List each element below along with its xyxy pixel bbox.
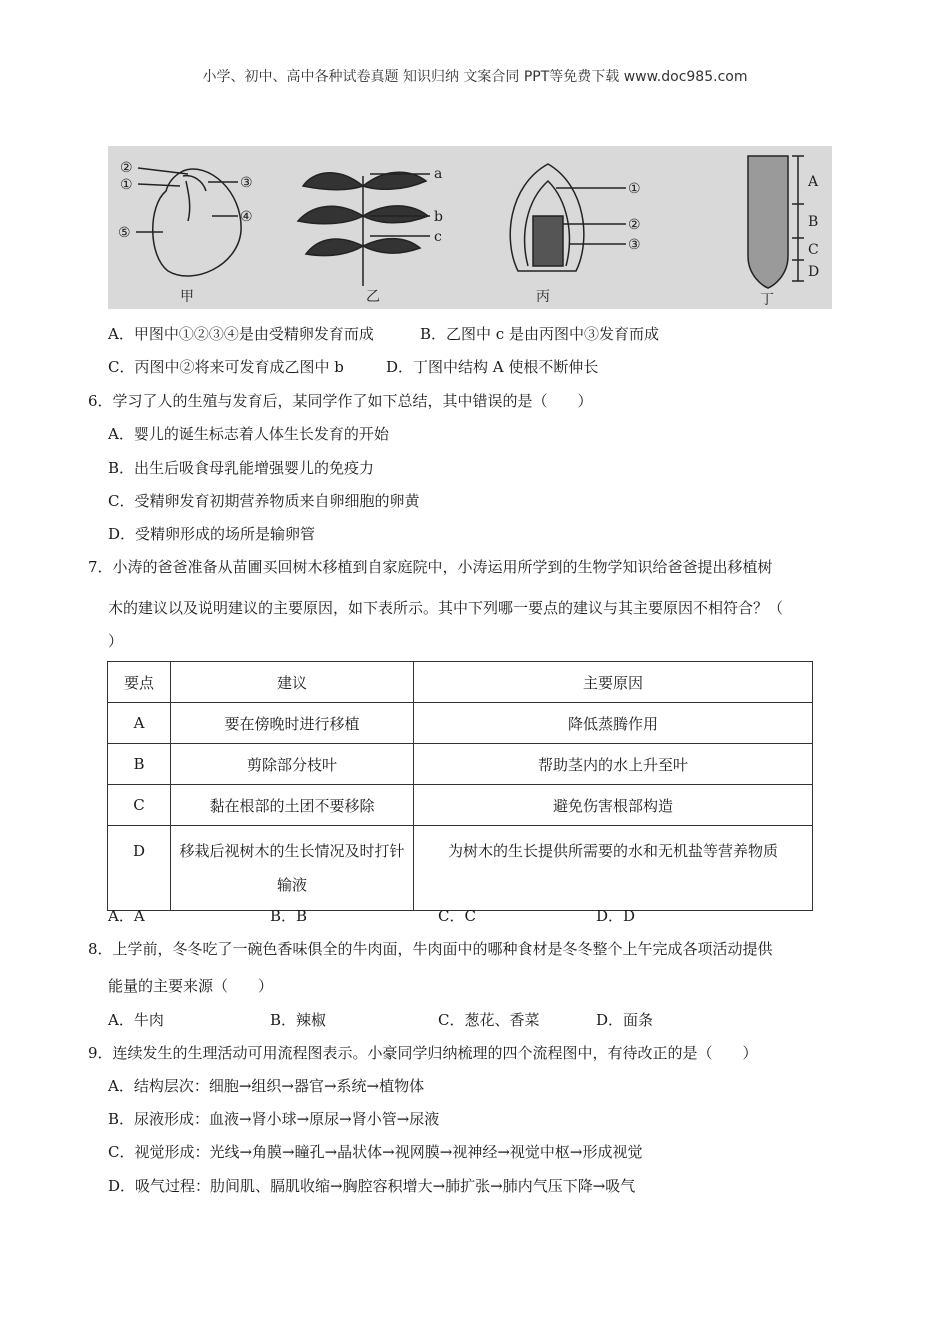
figure-drawing: [108, 146, 832, 309]
q7-option-a: A．A: [108, 907, 145, 925]
table-header-row: [108, 662, 813, 703]
ding-mark-d: D: [808, 264, 820, 280]
label-bing: 丙: [536, 289, 550, 305]
yi-mark-b: b: [434, 209, 443, 225]
jia-mark-2: ②: [120, 160, 133, 176]
q6-option-b: B．出生后吸食母乳能增强婴儿的免疫力: [108, 459, 375, 477]
table-header-cell: 要点: [108, 662, 171, 703]
q8-option-d: D．面条: [596, 1011, 654, 1029]
table-row: [108, 703, 813, 744]
bing-mark-3: ③: [628, 237, 641, 253]
table-row: [108, 785, 813, 826]
bing-mark-1: ①: [628, 181, 641, 197]
table-cell: 为树木的生长提供所需要的水和无机盐等营养物质: [414, 826, 813, 911]
q9-option-b: B．尿液形成：血液→肾小球→原尿→肾小管→尿液: [108, 1110, 440, 1128]
seedling-diagram: [298, 172, 430, 286]
table-header-cell: 建议: [171, 662, 414, 703]
q6-option-a: A．婴儿的诞生标志着人体生长发育的开始: [108, 425, 389, 443]
q7-table: [107, 661, 813, 911]
table-row: [108, 744, 813, 785]
label-yi: 乙: [366, 289, 380, 305]
bud-diagram: [510, 164, 626, 271]
q5-option-b: B．乙图中 c 是由丙图中③发育而成: [420, 325, 659, 343]
q8-option-c: C．葱花、香菜: [438, 1011, 540, 1029]
table-cell: 剪除部分枝叶: [171, 744, 414, 785]
q9-option-c: C．视觉形成：光线→角膜→瞳孔→晶状体→视网膜→视神经→视觉中枢→形成视觉: [108, 1143, 643, 1161]
q7-option-c: C．C: [438, 907, 476, 925]
q6-option-d: D．受精卵形成的场所是输卵管: [108, 525, 316, 543]
page-header: 小学、初中、高中各种试卷真题 知识归纳 文案合同 PPT等免费下载 www.doc985.com: [202, 69, 748, 85]
table-row: [108, 826, 813, 911]
q9-stem: 9．连续发生的生理活动可用流程图表示。小豪同学归纳梳理的四个流程图中，有待改正的是（ ）: [88, 1044, 758, 1062]
table-cell: 移栽后视树木的生长情况及时打针输液: [171, 826, 414, 911]
jia-mark-4: ④: [240, 209, 253, 225]
q5-option-d: D．丁图中结构 A 使根不断伸长: [386, 358, 599, 376]
q5-option-c: C．丙图中②将来可发育成乙图中 b: [108, 358, 344, 376]
q7-option-d: D．D: [596, 907, 636, 925]
table-cell: A: [108, 703, 171, 744]
ding-mark-c: C: [808, 242, 819, 258]
jia-mark-5: ⑤: [118, 225, 131, 241]
table-cell: C: [108, 785, 171, 826]
table-header-cell: 主要原因: [414, 662, 813, 703]
q7-stem-line2: 木的建议以及说明建议的主要原因，如下表所示。其中下列哪一要点的建议与其主要原因不相符合？（: [108, 599, 784, 617]
label-jia: 甲: [180, 289, 194, 305]
label-ding: 丁: [760, 292, 774, 308]
table-cell: 要在傍晚时进行移植: [171, 703, 414, 744]
jia-mark-1: ①: [120, 177, 133, 193]
ding-mark-b: B: [808, 214, 819, 230]
table-cell: D: [108, 826, 171, 911]
yi-mark-a: a: [434, 166, 443, 182]
q8-stem-line1: 8．上学前，冬冬吃了一碗色香味俱全的牛肉面，牛肉面中的哪种食材是冬冬整个上午完成各项活动提供: [88, 940, 773, 958]
table-cell: 降低蒸腾作用: [414, 703, 813, 744]
yi-mark-c: c: [434, 229, 442, 245]
biology-figure: [108, 146, 832, 309]
q9-option-d: D．吸气过程：肋间肌、膈肌收缩→胸腔容积增大→肺扩张→肺内气压下降→吸气: [108, 1177, 636, 1195]
q6-option-c: C．受精卵发育初期营养物质来自卵细胞的卵黄: [108, 492, 420, 510]
jia-mark-3: ③: [240, 175, 253, 191]
q5-option-a: A．甲图中①②③④是由受精卵发育而成: [108, 325, 374, 343]
ding-mark-a: A: [808, 174, 819, 190]
bing-mark-2: ②: [628, 217, 641, 233]
table-cell: B: [108, 744, 171, 785]
q8-option-a: A．牛肉: [108, 1011, 164, 1029]
q8-stem-line2: 能量的主要来源（ ）: [108, 977, 274, 995]
q7-option-b: B．B: [270, 907, 308, 925]
q6-stem: 6．学习了人的生殖与发育后，某同学作了如下总结，其中错误的是（ ）: [88, 392, 593, 410]
q7-stem-line1: 7．小涛的爸爸准备从苗圃买回树木移植到自家庭院中，小涛运用所学到的生物学知识给爸爸提出移植树: [88, 558, 773, 576]
table-cell: 黏在根部的土团不要移除: [171, 785, 414, 826]
q9-option-a: A．结构层次：细胞→组织→器官→系统→植物体: [108, 1077, 425, 1095]
seed-diagram: [136, 168, 241, 276]
q8-option-b: B．辣椒: [270, 1011, 327, 1029]
root-tip-diagram: [748, 156, 804, 288]
q7-stem-line3: ）: [108, 632, 124, 650]
table-cell: 帮助茎内的水上升至叶: [414, 744, 813, 785]
table-cell: 避免伤害根部构造: [414, 785, 813, 826]
